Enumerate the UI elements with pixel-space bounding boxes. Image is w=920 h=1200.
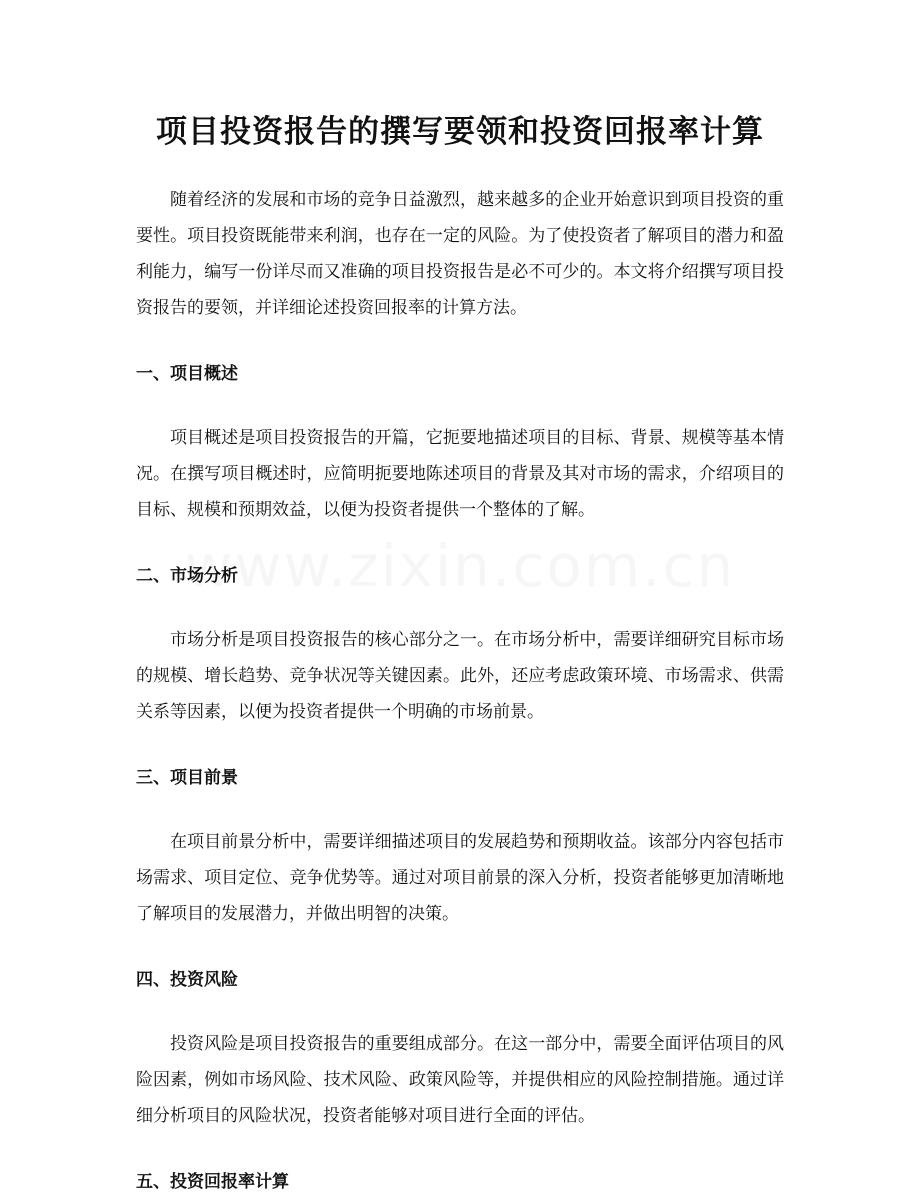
- document-title: 项目投资报告的撰写要领和投资回报率计算: [156, 114, 764, 150]
- section-heading-roi: 五、投资回报率计算: [136, 1172, 289, 1192]
- intro-paragraph: 随着经济的发展和市场的竞争日益激烈，越来越多的企业开始意识到项目投资的重要性。项目投资既能带来利润，也存在一定的风险。为了使投资者了解项目的潜力和盈利能力，编写一份详尽而又准确的项目投资报告是必不可少的。本文将介绍撰写项目投资报告的要领，并详细论述投资回报率的计算方法。: [136, 190, 784, 318]
- section-heading-prospect: 三、项目前景: [136, 768, 238, 788]
- section-heading-market: 二、市场分析: [136, 566, 238, 586]
- section-body-overview: 项目概述是项目投资报告的开篇，它扼要地描述项目的目标、背景、规模等基本情况。在撰写项目概述时，应简明扼要地陈述项目的背景及其对市场的需求，介绍项目的目标、规模和预期效益，以便为投资者提供一个整体的了解。: [136, 428, 784, 520]
- section-heading-overview: 一、项目概述: [136, 364, 238, 384]
- section-body-prospect: 在项目前景分析中，需要详细描述项目的发展趋势和预期收益。该部分内容包括市场需求、项目定位、竞争优势等。通过对项目前景的深入分析，投资者能够更加清晰地了解项目的发展潜力，并做出明智的决策。: [136, 832, 784, 924]
- section-heading-risk: 四、投资风险: [136, 970, 238, 990]
- document-body: [136, 182, 784, 1200]
- section-body-market: 市场分析是项目投资报告的核心部分之一。在市场分析中，需要详细研究目标市场的规模、增长趋势、竞争状况等关键因素。此外，还应考虑政策环境、市场需求、供需关系等因素，以便为投资者提供一个明确的市场前景。: [136, 630, 784, 722]
- section-body-risk: 投资风险是项目投资报告的重要组成部分。在这一部分中，需要全面评估项目的风险因素，例如市场风险、技术风险、政策风险等，并提供相应的风险控制措施。通过详细分析项目的风险状况，投资者能够对项目进行全面的评估。: [136, 1034, 784, 1126]
